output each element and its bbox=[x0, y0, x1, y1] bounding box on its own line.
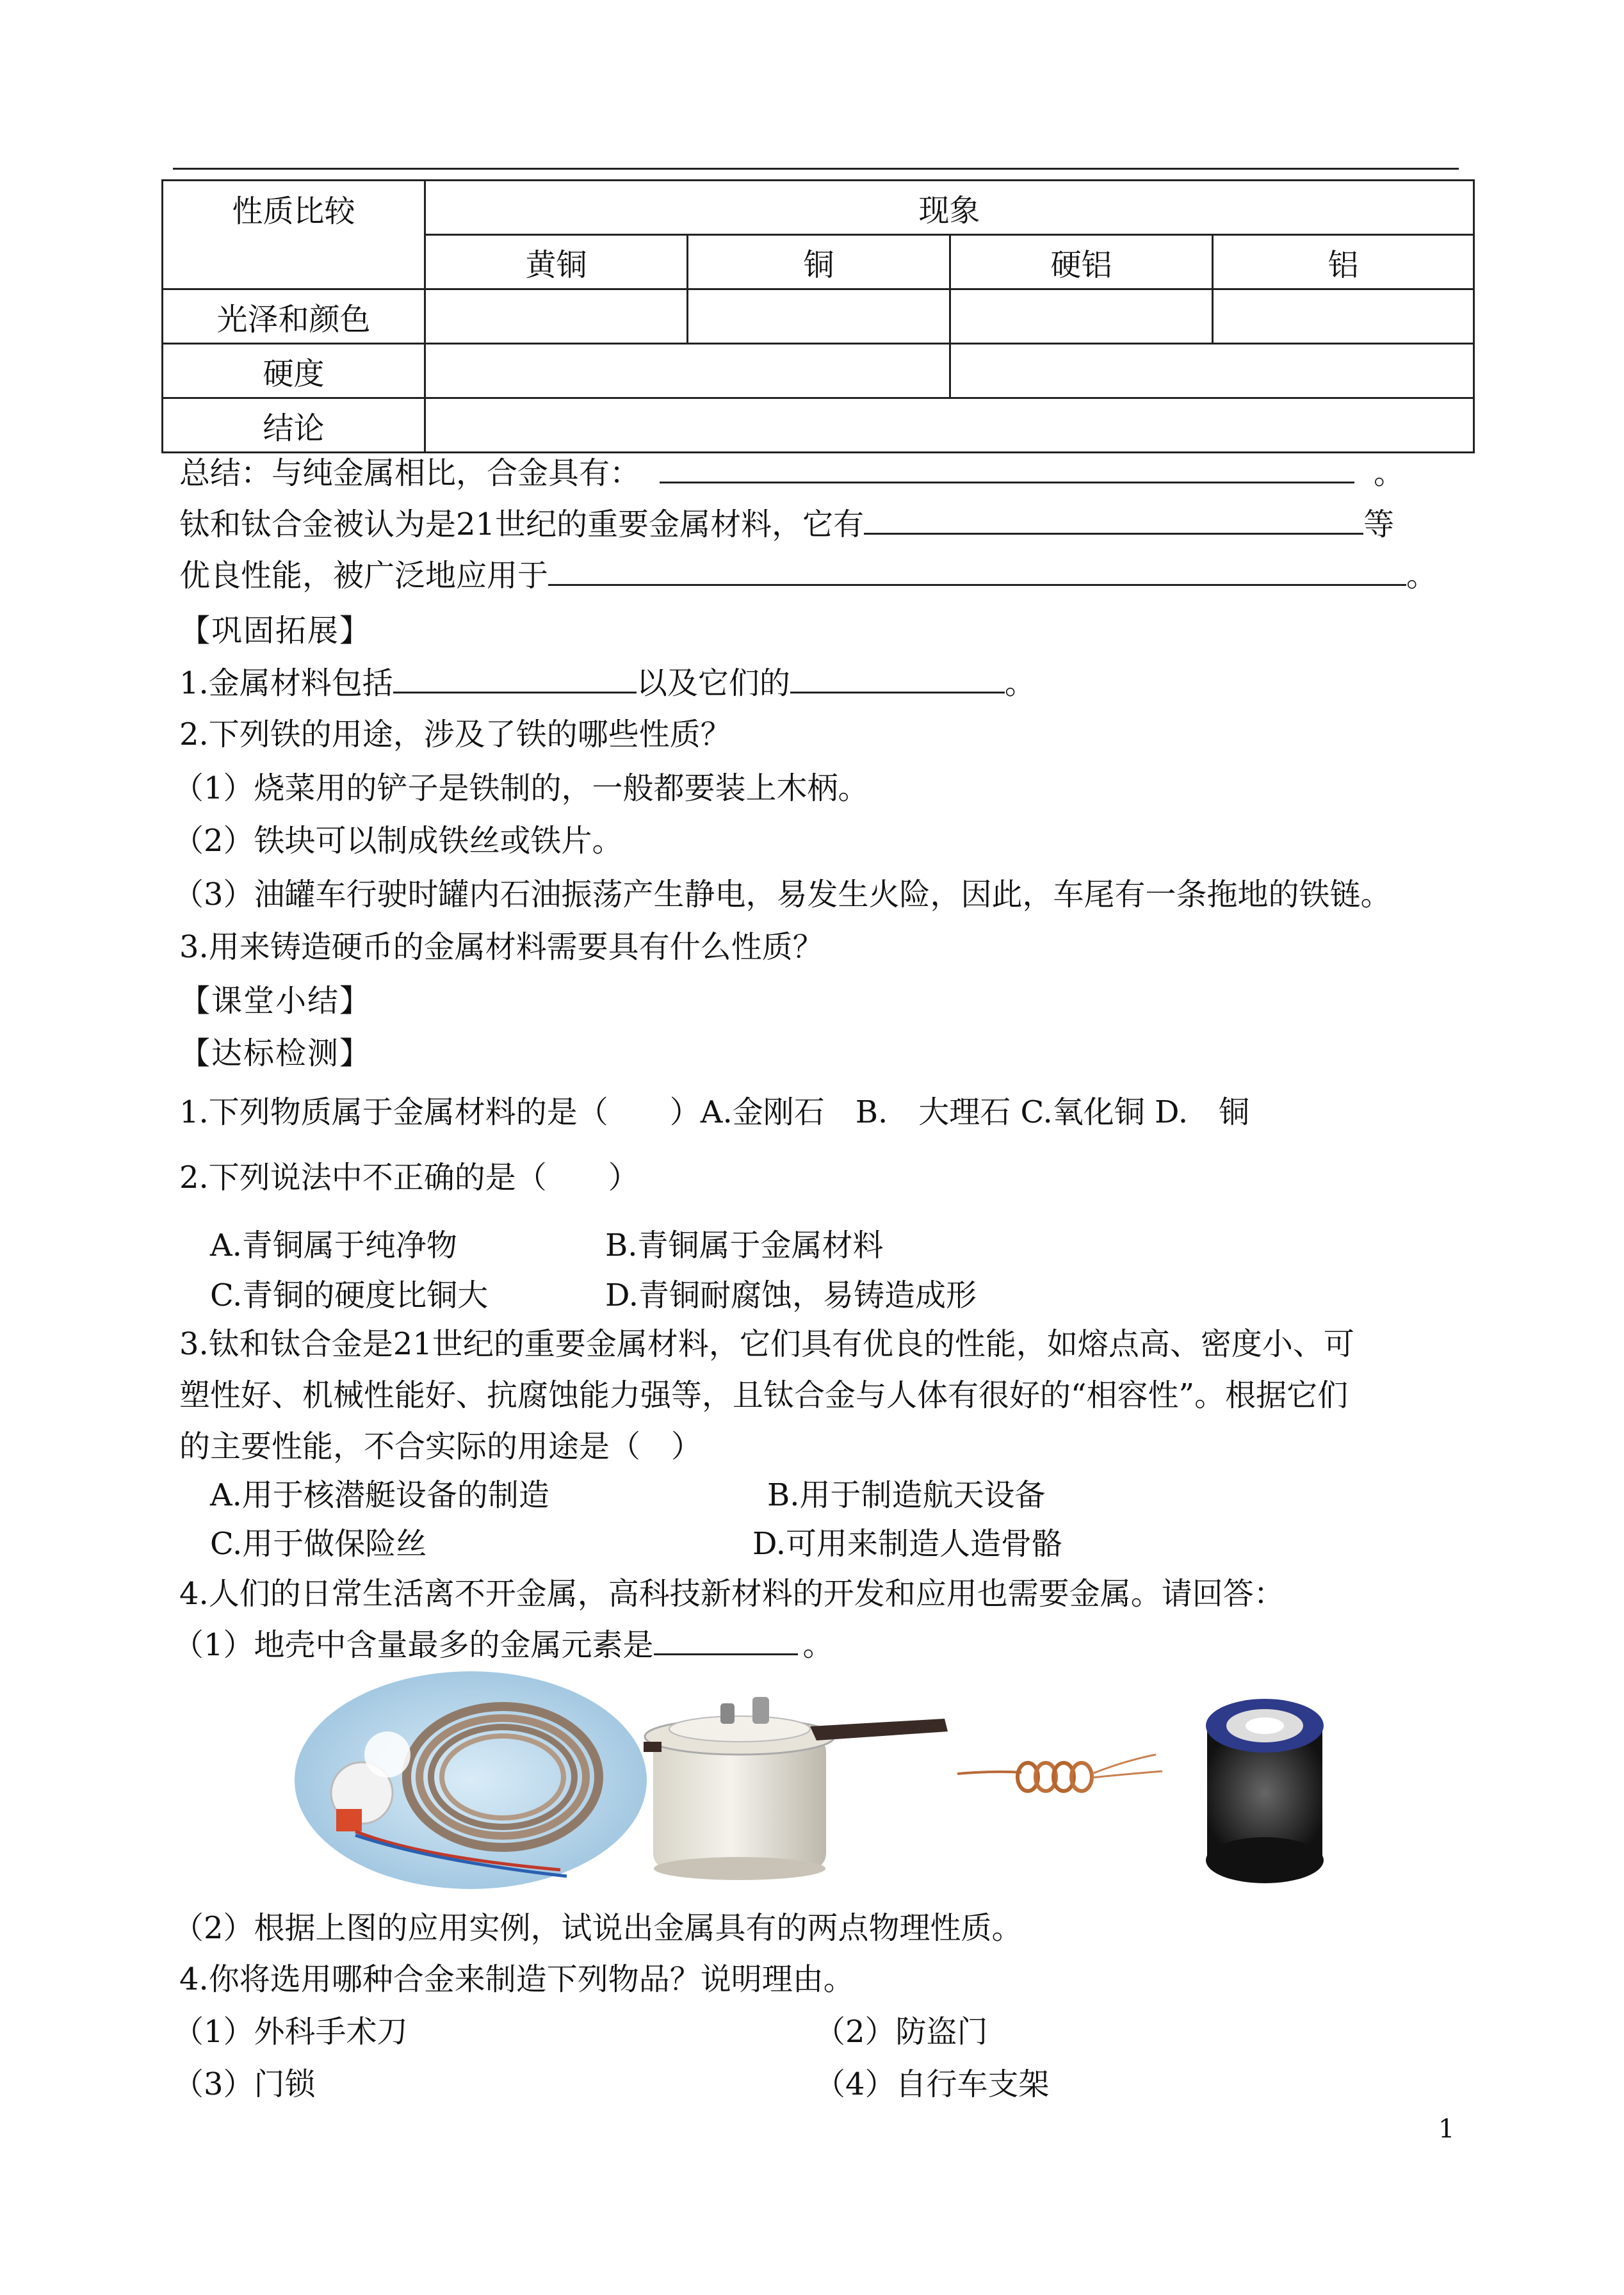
pressure-cooker-image bbox=[644, 1697, 948, 1880]
test-q3-line-1: 3.钛和钛合金是21世纪的重要金属材料，它们具有优良的性能，如熔点高、密度小、可 bbox=[179, 1326, 1354, 1362]
summary-line-2: 钛和钛合金被认为是21世纪的重要金属材料，它有 等 bbox=[179, 503, 1394, 546]
test-q5-item-4: （4）自行车支架 bbox=[815, 2066, 1050, 2102]
wire-spool-image bbox=[1206, 1699, 1324, 1883]
test-q4: 4.人们的日常生活离不开金属，高科技新材料的开发和应用也需要金属。请回答： bbox=[179, 1576, 1285, 1612]
answer-blank[interactable] bbox=[393, 662, 637, 693]
header-phenomenon: 现象 bbox=[425, 181, 1474, 235]
row-label-hardness: 硬度 bbox=[163, 344, 425, 398]
consolidate-q3: 3.用来铸造硬币的金属材料需要具有什么性质？ bbox=[179, 929, 824, 965]
consolidate-q2: 2.下列铁的用途，涉及了铁的哪些性质？ bbox=[179, 717, 731, 752]
test-q4-2: （2）根据上图的应用实例，试说出金属具有的两点物理性质。 bbox=[173, 1910, 1023, 1946]
header-duralumin: 硬铝 bbox=[950, 235, 1213, 289]
summary-line-3: 优良性能，被广泛地应用于 。 bbox=[179, 555, 1437, 597]
test-q5-item-3: （3）门锁 bbox=[173, 2066, 316, 2102]
test-q5: 4.你将选用哪种合金来制造下列物品？说明理由。 bbox=[179, 1961, 854, 1997]
test-q4-1: （1）地壳中含量最多的金属元素是 。 bbox=[173, 1624, 834, 1666]
header-rule bbox=[173, 168, 1459, 170]
test-q3-option-b: B.用于制造航天设备 bbox=[767, 1477, 1046, 1513]
test-q2: 2.下列说法中不正确的是（ ） bbox=[179, 1160, 639, 1196]
wire-and-bulb-image bbox=[295, 1671, 647, 1889]
test-q2-option-b: B.青铜属于金属材料 bbox=[605, 1228, 884, 1263]
consolidate-q2-3: （3）油罐车行驶时罐内石油振荡产生静电，易发生火险，因此，车尾有一条拖地的铁链。 bbox=[173, 877, 1392, 912]
cell-empty bbox=[1213, 289, 1474, 344]
test-q5-item-2: （2）防盗门 bbox=[815, 2014, 988, 2050]
test-q3-line-2: 塑性好、机械性能好、抗腐蚀能力强等，且钛合金与人体有很好的“相容性”。根据它们 bbox=[179, 1377, 1349, 1413]
cell-empty bbox=[950, 344, 1474, 398]
page-number: 1 bbox=[1438, 2114, 1455, 2144]
cell-empty bbox=[950, 289, 1213, 344]
consolidate-q2-1: （1）烧菜用的铲子是铁制的，一般都要装上木柄。 bbox=[173, 770, 869, 806]
answer-blank[interactable] bbox=[864, 503, 1363, 535]
section-heading-test: 【达标检测】 bbox=[179, 1035, 372, 1071]
test-q3-option-c: C.用于做保险丝 bbox=[210, 1526, 427, 1562]
cell-empty bbox=[688, 289, 950, 344]
test-q2-option-a: A.青铜属于纯净物 bbox=[210, 1228, 457, 1263]
answer-blank[interactable] bbox=[790, 662, 1005, 693]
answer-blank[interactable] bbox=[660, 452, 1354, 483]
row-label-conclusion: 结论 bbox=[163, 398, 425, 453]
consolidate-q2-2: （2）铁块可以制成铁丝或铁片。 bbox=[173, 823, 623, 859]
copper-coil-image bbox=[957, 1755, 1162, 1791]
header-aluminum: 铝 bbox=[1213, 235, 1474, 289]
section-heading-consolidate: 【巩固拓展】 bbox=[179, 613, 372, 649]
answer-blank[interactable] bbox=[548, 555, 1406, 586]
test-q3-line-3: 的主要性能，不合实际的用途是（ ） bbox=[179, 1429, 702, 1464]
row-label-luster-color: 光泽和颜色 bbox=[163, 289, 425, 344]
cell-empty bbox=[425, 398, 1474, 453]
section-heading-class-summary: 【课堂小结】 bbox=[179, 983, 372, 1019]
consolidate-q1: 1.金属材料包括 以及它们的 。 bbox=[179, 662, 1035, 704]
test-q1: 1.下列物质属于金属材料的是（ ）A.金刚石 B. 大理石 C.氧化铜 D. 铜 bbox=[179, 1094, 1250, 1130]
test-q2-option-c: C.青铜的硬度比铜大 bbox=[210, 1277, 489, 1313]
property-comparison-table bbox=[161, 179, 1475, 453]
header-property-compare: 性质比较 bbox=[163, 181, 425, 289]
answer-blank[interactable] bbox=[654, 1624, 798, 1655]
test-q2-option-d: D.青铜耐腐蚀，易铸造成形 bbox=[605, 1277, 977, 1313]
header-brass: 黄铜 bbox=[425, 235, 688, 289]
summary-line-1: 总结：与纯金属相比，合金具有： 。 bbox=[179, 452, 1404, 494]
cell-empty bbox=[425, 289, 688, 344]
cell-empty bbox=[425, 344, 950, 398]
metal-applications-figure bbox=[291, 1665, 1354, 1895]
test-q5-item-1: （1）外科手术刀 bbox=[173, 2014, 408, 2050]
header-copper: 铜 bbox=[688, 235, 950, 289]
test-q3-option-d: D.可用来制造人造骨骼 bbox=[752, 1526, 1063, 1562]
test-q3-option-a: A.用于核潜艇设备的制造 bbox=[210, 1477, 549, 1513]
